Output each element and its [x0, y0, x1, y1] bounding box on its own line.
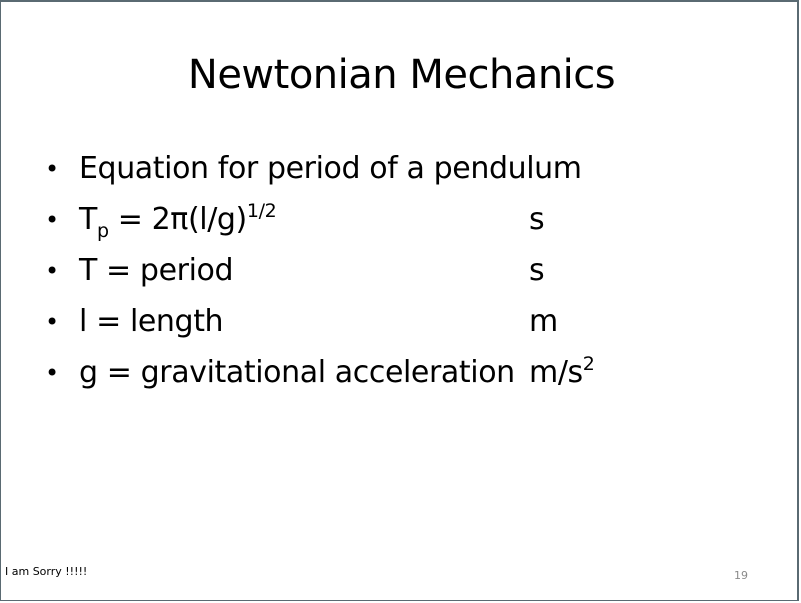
bullet-text: Equation for period of a pendulum [79, 151, 582, 186]
bullet-text: T = period [79, 253, 234, 288]
bullet-text: g = gravitational acceleration [79, 355, 515, 390]
bullet-icon: • [45, 155, 60, 183]
bullet-icon: • [45, 206, 60, 234]
page-number: 19 [734, 569, 748, 582]
unit-label: s [529, 253, 545, 288]
formula-exponent: 1/2 [246, 200, 277, 222]
unit-label: s [529, 202, 545, 237]
bullet-text: l = length [79, 304, 224, 339]
unit-exponent: 2 [582, 353, 595, 375]
bullet-icon: • [45, 308, 60, 336]
slide-title: Newtonian Mechanics [187, 52, 616, 98]
formula-subscript: p [96, 220, 109, 242]
bullet-icon: • [45, 359, 60, 387]
unit-label: $m/s^2$ [529, 353, 595, 390]
unit-label: m [529, 304, 558, 339]
footer-text: I am Sorry !!!!! [5, 565, 88, 578]
period-formula: $T_p = 2\pi(l/g)^{1/2}$ [79, 200, 277, 242]
bullet-icon: • [45, 257, 60, 285]
